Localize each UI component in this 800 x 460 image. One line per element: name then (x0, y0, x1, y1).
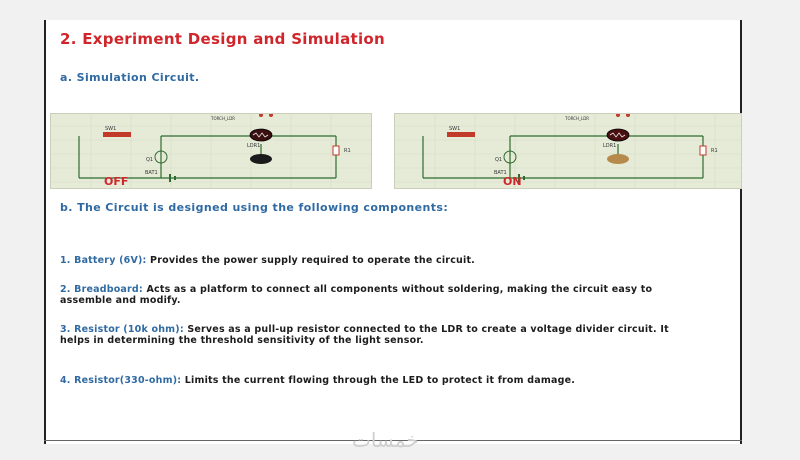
item-key: 1. Battery (6V): (60, 255, 147, 266)
circuit-diagram-off (50, 113, 372, 189)
led-bulb (250, 154, 272, 164)
switch-symbol (103, 132, 131, 137)
item-text: Serves as a pull-up resistor connected to the LDR to create a voltage divider circuit. It helps in determining the threshold sensitivity of the light sensor. (60, 324, 669, 346)
circuit-off-svg (51, 114, 371, 188)
sw1-label: SW1 (105, 126, 117, 132)
ldr1-label: LDR1 (247, 143, 261, 149)
resistor-symbol (700, 146, 706, 155)
item-text: Acts as a platform to connect all components without soldering, making the circuit easy to assemble and modify. (60, 284, 653, 306)
item-text: Limits the current flowing through the LED to protect it from damage. (181, 375, 576, 386)
section-heading: 2. Experiment Design and Simulation (60, 30, 386, 48)
sw1-label: SW1 (449, 126, 461, 132)
bat1-label: BAT1 (494, 170, 507, 176)
q1-label: Q1 (495, 157, 503, 163)
item-key: 3. Resistor (10k ohm): (60, 324, 184, 335)
component-item-resistor-330 (60, 375, 670, 386)
r1-label: R1 (711, 148, 718, 154)
item-text: Provides the power supply required to operate the circuit. (146, 255, 475, 266)
ldr1-label: LDR1 (603, 143, 617, 149)
top-part-label: TORCH_LDR (211, 116, 236, 121)
component-item-battery (60, 255, 670, 266)
watermark: خمسات (352, 428, 419, 452)
circuit-diagram-on (394, 113, 742, 189)
led-bulb-lit (607, 154, 629, 164)
component-item-breadboard (60, 284, 670, 306)
caption-on: ON (503, 175, 522, 188)
component-item-resistor-10k (60, 324, 670, 346)
simulation-subheading: a. Simulation Circuit. (60, 71, 200, 84)
resistor-symbol (333, 146, 339, 155)
r1-label: R1 (344, 148, 351, 154)
bat1-label: BAT1 (145, 170, 158, 176)
battery-symbol (169, 174, 171, 182)
item-key: 2. Breadboard: (60, 284, 143, 295)
components-subheading: b. The Circuit is designed using the following components: (60, 201, 449, 214)
item-key: 4. Resistor(330-ohm): (60, 375, 182, 386)
circuit-on-svg (395, 114, 741, 188)
caption-off: OFF (104, 175, 129, 188)
q1-label: Q1 (146, 157, 154, 163)
top-part-label: TORCH_LDR (565, 116, 590, 121)
switch-symbol (447, 132, 475, 137)
